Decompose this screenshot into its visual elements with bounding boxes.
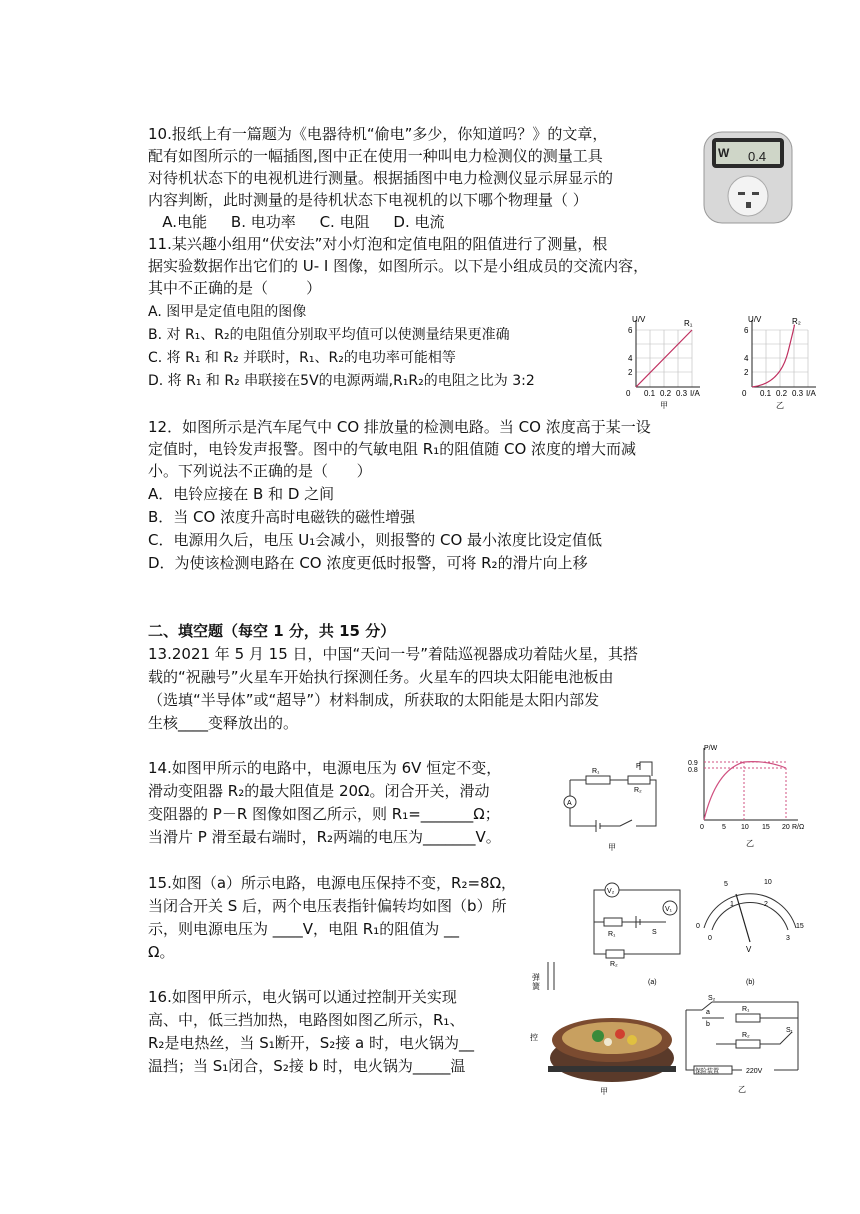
q14-p-label: P (636, 763, 641, 770)
graph-a-xtick: 0.3 (676, 389, 688, 398)
graph-b-ytick: 4 (744, 354, 749, 363)
graph-a-caption: 甲 (660, 401, 668, 410)
q12-line-2: 定值时，电铃发声报警。图中的气敏电阻 R₁的阻值随 CO 浓度的增大而减 (148, 440, 637, 458)
voltage-label: 220V (746, 1068, 763, 1075)
graph-a-ytick: 4 (628, 354, 633, 363)
q16-circuit-caption: 乙 (738, 1085, 746, 1094)
q13-line-1: 13.2021 年 5 月 15 日，中国“天问一号”着陆巡视器成功着陆火星，其搭 (148, 645, 639, 663)
graph-b-ytick: 6 (744, 326, 749, 335)
q14-graph-caption: 乙 (746, 839, 754, 848)
s1-label: S₁ (786, 1027, 794, 1034)
meter-reading: 0.4 (748, 149, 767, 164)
power-meter-figure (702, 130, 794, 225)
q12-option-a: A．电铃应接在 B 和 D 之间 (148, 485, 335, 503)
q14-line-2: 滑动变阻器 R₂的最大阻值是 20Ω。闭合开关，滑动 (148, 782, 490, 800)
dial-outer-tick: 0 (696, 923, 700, 930)
a-terminal: a (706, 1009, 710, 1016)
q15-line-2: 当闭合开关 S 后，两个电压表指针偏转均如图（b）所 (148, 897, 507, 915)
graph-a-ytick: 2 (628, 368, 633, 377)
q11-line-2: 据实验数据作出它们的 U- I 图像，如图所示。以下是小组成员的交流内容， (148, 257, 649, 275)
q14-graph-xtick: 0 (700, 824, 704, 831)
q15-line-1: 15.如图（a）所示电路，电源电压保持不变，R₂=8Ω， (148, 874, 517, 892)
v2-label: V₂ (607, 888, 615, 895)
q14-pr-graph (686, 740, 814, 852)
q10-line-1: 10.报纸上有一篇题为《电器待机“偷电”多少，你知道吗？》的文章， (148, 125, 608, 143)
graph-b-xlabel: I/A (806, 389, 816, 398)
q12-option-c: C．电源用久后，电压 U₁会减小，则报警的 CO 最小浓度比设定值低 (148, 531, 603, 549)
dial-outer-tick: 10 (764, 879, 772, 886)
q15-r1-label: R₁ (608, 931, 616, 938)
q14-circuit (556, 758, 668, 856)
q14-circuit-caption: 甲 (608, 843, 616, 852)
q15-s-label: S (652, 929, 657, 936)
q15-line-3: 示，则电源电压为 ____V，电阻 R₁的阻值为 __ (148, 920, 460, 938)
q11-line-1: 11.某兴趣小组用“伏安法”对小灯泡和定值电阻的阻值进行了测量，根 (148, 235, 608, 253)
graph-a-curve: R₁ (684, 319, 693, 328)
fuse-label: 保险装置 (695, 1069, 720, 1075)
dial-inner-tick: 1 (730, 901, 734, 908)
partial-label: 控 (530, 1033, 538, 1042)
meter-unit: W (718, 146, 730, 160)
graph-b-curve: R₂ (792, 317, 801, 326)
v1-label: V₁ (665, 906, 673, 913)
q16-r2-label: R₂ (742, 1032, 750, 1039)
q14-graph-xtick: 10 (741, 824, 749, 831)
graph-a-ylabel: U/V (632, 315, 646, 324)
section-2-title: 二、填空题（每空 1 分，共 15 分） (148, 622, 396, 640)
q13-line-2: 载的“祝融号”火星车开始执行探测任务。火星车的四块太阳能电池板由 (148, 668, 614, 686)
q12-partial-figure (528, 962, 828, 992)
dial-outer-tick: 5 (724, 881, 728, 888)
s2-label: S₂ (708, 995, 716, 1002)
q11-line-3: 其中不正确的是（ ） (148, 279, 322, 297)
q12-option-b: B．当 CO 浓度升高时电磁铁的磁性增强 (148, 508, 416, 526)
q14-graph-xtick: 20 (782, 824, 790, 831)
q12-line-1: 12．如图所示是汽车尾气中 CO 排放量的检测电路。当 CO 浓度高于某一设 (148, 418, 651, 436)
dial-unit: V (746, 945, 752, 954)
q16-line-2: 高、中，低三挡加热，电路图如图乙所示，R₁、 (148, 1011, 465, 1029)
q11-option-b: B. 对 R₁、R₂的电阻值分别取平均值可以使测量结果更准确 (148, 327, 510, 343)
q16-line-3: R₂是电热丝，当 S₁断开，S₂接 a 时，电火锅为__ (148, 1034, 475, 1052)
q14-graph-xlabel: R/Ω (792, 824, 805, 831)
dial-inner-tick: 3 (786, 935, 790, 942)
q16-line-1: 16.如图甲所示，电火锅可以通过控制开关实现 (148, 988, 457, 1006)
hotpot-caption: 甲 (600, 1087, 608, 1096)
q10-line-2: 配有如图所示的一幅插图,图中正在使用一种叫电力检测仪的测量工具 (148, 147, 603, 165)
dial-inner-tick: 2 (764, 901, 768, 908)
q16-r1-label: R₁ (742, 1006, 750, 1013)
graph-a-xtick: 0 (626, 389, 631, 398)
q10-line-4: 内容判断，此时测量的是待机状态下电视机的以下哪个物理量（ ） (148, 191, 588, 209)
graph-b-xtick: 0.3 (792, 389, 804, 398)
partial-label: 簧 (532, 982, 540, 991)
q15-voltmeter-dial (690, 872, 810, 954)
q16-line-4: 温挡；当 S₁闭合，S₂接 b 时，电火锅为_____温 (148, 1057, 466, 1075)
q15-circuit-a (580, 876, 692, 968)
q14-r1-label: R₁ (592, 768, 600, 775)
q13-line-4: 生核____变释放出的。 (148, 714, 299, 732)
q11-option-a: A. 图甲是定值电阻的图像 (148, 304, 307, 320)
ui-graph-a (614, 312, 710, 410)
q10-line-3: 对待机状态下的电视机进行测量。根据插图中电力检测仪显示屏显示的 (148, 169, 614, 187)
partial-label: 弹 (532, 973, 540, 982)
ammeter-label: A (567, 800, 572, 807)
q15-r2-label: R₂ (610, 961, 618, 968)
q14-graph-ytick: 0.8 (688, 767, 698, 774)
graph-a-xlabel: I/A (690, 389, 700, 398)
q14-graph-ytick: 0.9 (688, 760, 698, 767)
graph-a-xtick: 0.1 (644, 389, 656, 398)
q14-graph-xtick: 15 (762, 824, 770, 831)
q16-circuit (676, 992, 816, 1094)
q15-dial-caption: (b) (746, 979, 755, 986)
hotpot-photo (528, 996, 680, 1096)
q11-option-d: D. 将 R₁ 和 R₂ 串联接在5V的电源两端,R₁R₂的电阻之比为 3:2 (148, 373, 535, 389)
q14-graph-ylabel: P/W (704, 745, 718, 752)
q14-r2-label: R₂ (634, 787, 642, 794)
q15-line-4: Ω。 (148, 943, 175, 961)
dial-inner-tick: 0 (708, 935, 712, 942)
q15-circuit-caption: (a) (648, 979, 657, 986)
q10-options: A.电能 B. 电功率 C. 电阻 D. 电流 (148, 213, 445, 231)
graph-a-ytick: 6 (628, 326, 633, 335)
q12-line-3: 小。下列说法不正确的是（ ） (148, 462, 372, 480)
ui-graph-b (730, 312, 826, 410)
graph-b-caption: 乙 (776, 401, 784, 410)
q13-line-3: （选填“半导体”或“超导”）材料制成，所获取的太阳能是太阳内部发 (148, 691, 600, 709)
q14-graph-xtick: 5 (722, 824, 726, 831)
q14-line-1: 14.如图甲所示的电路中，电源电压为 6V 恒定不变， (148, 759, 502, 777)
q12-option-d: D．为使该检测电路在 CO 浓度更低时报警，可将 R₂的滑片向上移 (148, 554, 588, 572)
q14-line-4: 当滑片 P 滑至最右端时，R₂两端的电压为_______V。 (148, 828, 501, 846)
graph-b-xtick: 0 (742, 389, 747, 398)
q11-option-c: C. 将 R₁ 和 R₂ 并联时，R₁、R₂的电功率可能相等 (148, 350, 456, 366)
graph-b-xtick: 0.1 (760, 389, 772, 398)
graph-b-xtick: 0.2 (776, 389, 788, 398)
graph-a-xtick: 0.2 (660, 389, 672, 398)
q14-line-3: 变阻器的 P－R 图像如图乙所示，则 R₁=_______Ω； (148, 805, 500, 823)
graph-b-ylabel: U/V (748, 315, 762, 324)
graph-b-ytick: 2 (744, 368, 749, 377)
b-terminal: b (706, 1021, 710, 1028)
dial-outer-tick: 15 (796, 923, 804, 930)
